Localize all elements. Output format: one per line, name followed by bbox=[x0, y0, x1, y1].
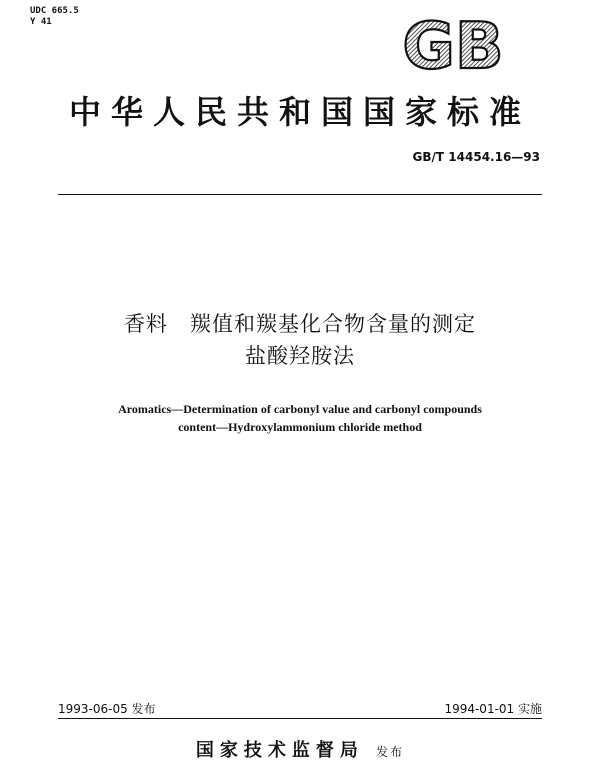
chinese-title-topic: 羰值和羰基化合物含量的测定 bbox=[190, 312, 476, 336]
issue-date: 1993-06-05 发布 bbox=[58, 702, 156, 716]
udc-code: UDC 665.5 bbox=[30, 6, 79, 16]
chinese-title-line-1 bbox=[0, 308, 600, 340]
english-title-line-1: Aromatics—Determination of carbonyl value and carbonyl compounds bbox=[118, 402, 482, 416]
gb-logo bbox=[394, 14, 512, 74]
english-title bbox=[0, 400, 600, 436]
chinese-title-subject: 香料 bbox=[124, 312, 168, 336]
chinese-title bbox=[0, 308, 600, 372]
divider-bottom bbox=[58, 718, 542, 719]
publisher-suffix: 发布 bbox=[376, 745, 405, 759]
publisher-name: 国家技术监督局 bbox=[195, 740, 364, 761]
english-title-line-2: content—Hydroxylammonium chloride method bbox=[178, 420, 422, 434]
chinese-title-line-2: 盐酸羟胺法 bbox=[245, 344, 355, 368]
udc-classification bbox=[30, 6, 79, 28]
class-code: Y 41 bbox=[30, 17, 52, 27]
implementation-date: 1994-01-01 实施 bbox=[444, 702, 542, 716]
divider-top bbox=[58, 194, 542, 195]
gb-logo-text: GB bbox=[402, 14, 504, 74]
standard-number: GB/T 14454.16—93 bbox=[412, 150, 540, 164]
national-standard-title: 中华人民共和国国家标准 bbox=[68, 93, 531, 131]
publisher bbox=[0, 736, 600, 762]
